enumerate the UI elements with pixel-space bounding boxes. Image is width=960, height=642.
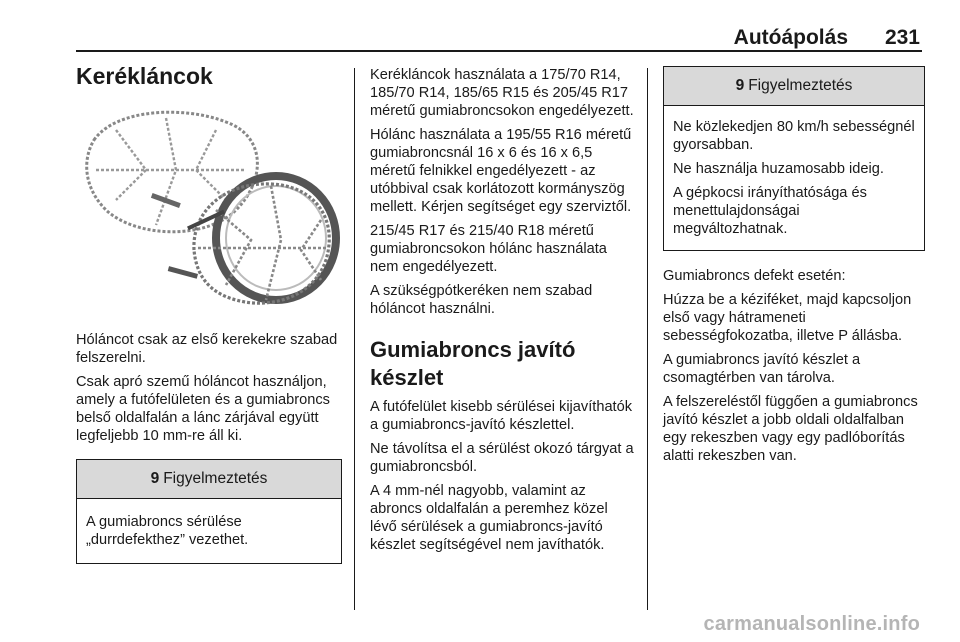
paragraph: Húzza be a kéziféket, majd kapcsoljon első vagy hátrameneti sebességfokozatba, illetve P állásba. [663, 292, 912, 344]
paragraph: Gumiabroncs defekt esetén: [663, 268, 846, 284]
column-3 [663, 66, 925, 471]
paragraph: Hólánc használata a 195/55 R16 méretű gumiabroncsnál 16 x 6 és 16 x 6,5 méretű felnikkel engedélyezett - az utóbbival csak korlátozott kormányszög mellett. Kérjen segítséget egy szerviztől. [370, 127, 632, 215]
page-number: 231 [884, 26, 920, 49]
snow-chain-illustration [76, 100, 340, 312]
warning-title: Figyelmeztetés [748, 77, 853, 94]
column-2 [370, 66, 634, 560]
warning-box [663, 66, 925, 251]
paragraph: Kerékláncok használata a 175/70 R14, 185/70 R14, 185/65 R15 és 205/45 R17 méretű gumiabroncsokon engedélyezett. [370, 67, 634, 119]
warning-text: A gumiabroncs sérülése „durrdefekthez” vezethet. [86, 514, 249, 548]
paragraph: A 4 mm-nél nagyobb, valamint az abroncs oldalfalán a peremhez közel lévő sérülések a gumiabroncs-javító készlet segítségével nem javíthatók. [370, 483, 608, 553]
header-rule [76, 50, 922, 52]
warning-box [76, 459, 342, 564]
column-1 [76, 62, 342, 574]
section-heading-repair-kit: Gumiabroncs javító készlet [370, 337, 576, 390]
column-divider-2 [647, 68, 648, 610]
warning-body [77, 499, 341, 563]
warning-header [664, 67, 924, 106]
paragraph: Ne távolítsa el a sérülést okozó tárgyat a gumiabroncsból. [370, 441, 634, 475]
warning-icon: 9 [735, 77, 745, 94]
paragraph: Csak apró szemű hóláncot használjon, amely a futófelületen és a gumiabroncs belső oldalfalán a lánc zárjával együtt legfeljebb 10 mm-re áll ki. [76, 374, 330, 444]
warning-header [77, 460, 341, 499]
page-header-title: Autóápolás [733, 26, 848, 49]
paragraph: A szükségpótkeréken nem szabad hóláncot használni. [370, 283, 593, 317]
column-divider-1 [354, 68, 355, 610]
paragraph: A felszereléstől függően a gumiabroncs javító készlet a jobb oldali oldalfalban egy rekeszben vagy egy padlóborítás alatti rekeszben van. [663, 394, 918, 464]
section-heading-snow-chains: Kerékláncok [76, 63, 213, 89]
watermark: carmanualsonline.info [703, 613, 920, 635]
warning-title: Figyelmeztetés [163, 470, 268, 487]
paragraph: Hóláncot csak az első kerekekre szabad felszerelni. [76, 332, 338, 366]
paragraph: A futófelület kisebb sérülései kijavíthatók a gumiabroncs-javító készlettel. [370, 399, 633, 433]
paragraph: 215/45 R17 és 215/40 R18 méretű gumiabroncsokon hólánc használata nem engedélyezett. [370, 223, 607, 275]
warning-body [664, 106, 924, 250]
warning-text: Ne közlekedjen 80 km/h sebességnél gyorsabban. [673, 119, 915, 153]
warning-icon: 9 [150, 470, 160, 487]
paragraph: A gumiabroncs javító készlet a csomagtérben van tárolva. [663, 352, 861, 386]
warning-text: Ne használja huzamosabb ideig. [673, 161, 884, 177]
warning-text: A gépkocsi irányíthatósága és menettulajdonságai megváltozhatnak. [673, 185, 867, 237]
